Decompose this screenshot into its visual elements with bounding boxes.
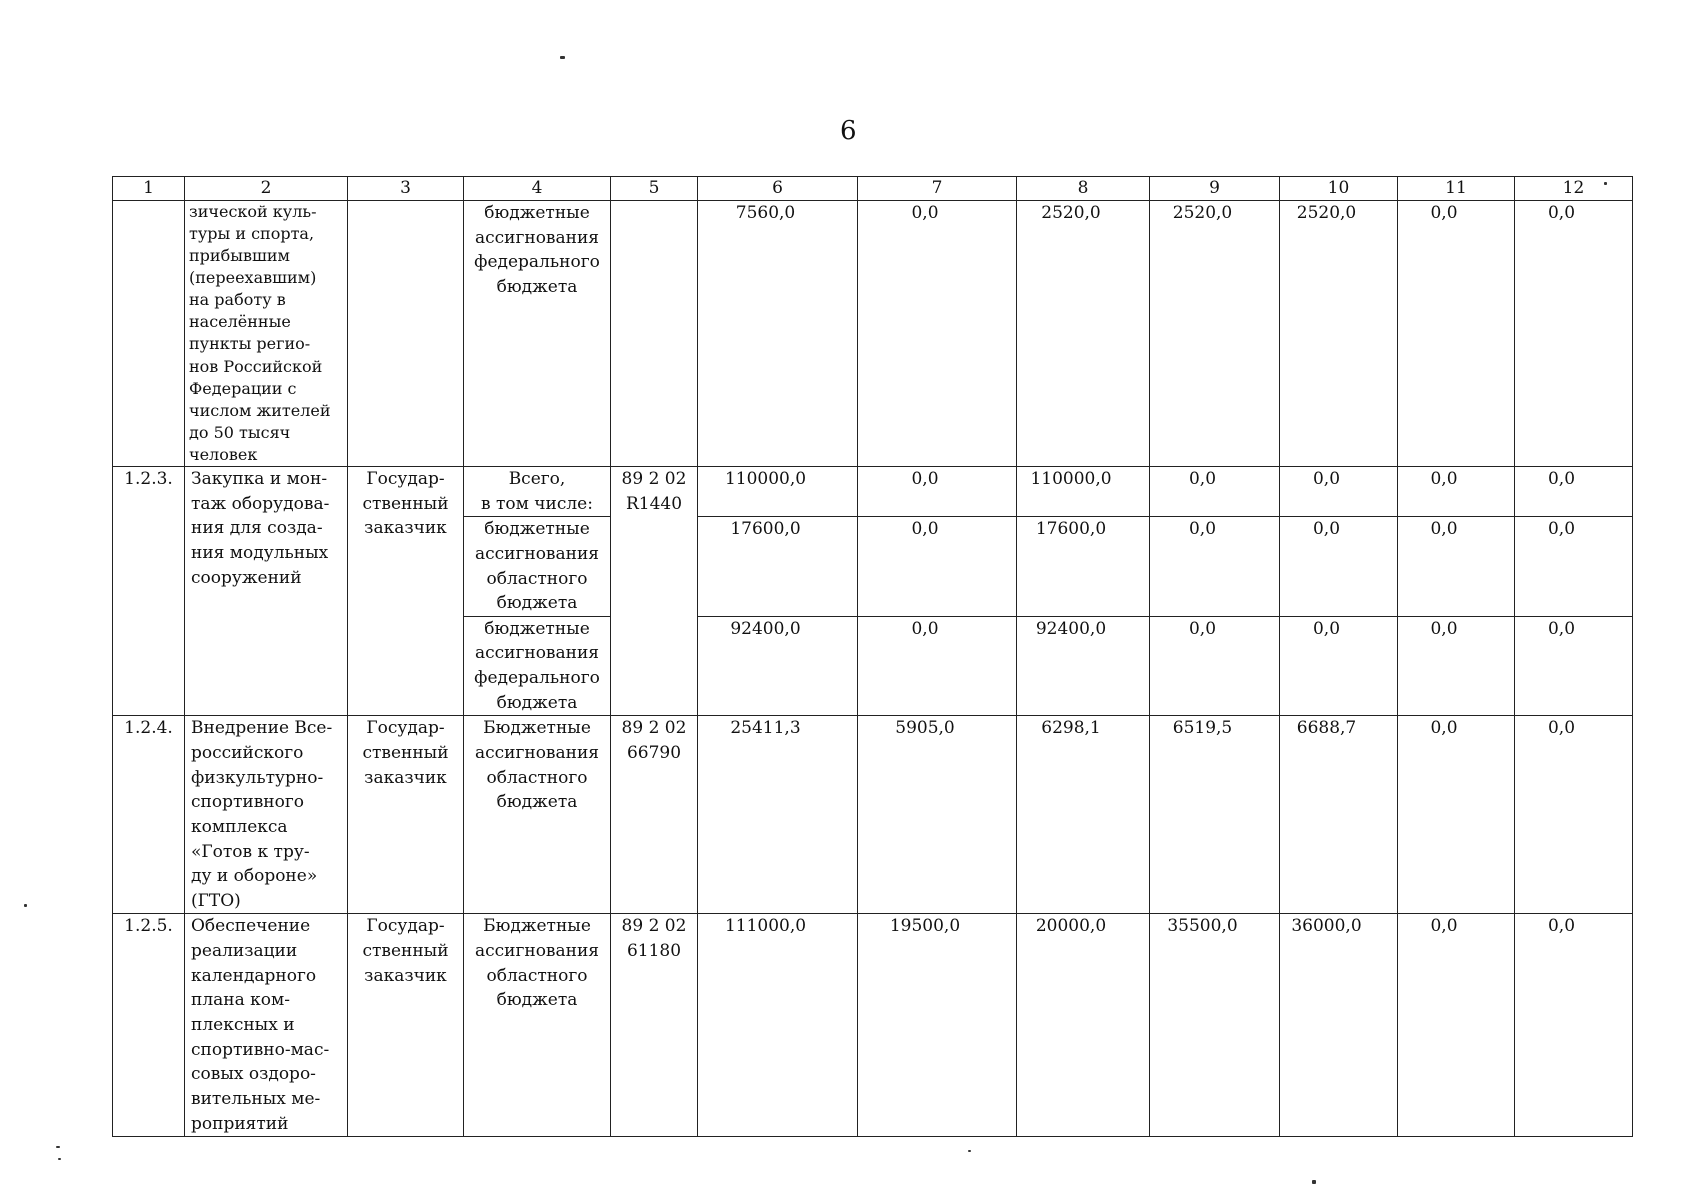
value-cell: 0,0: [858, 201, 1017, 467]
customer: [348, 201, 464, 467]
value-cell: 0,0: [1398, 716, 1515, 914]
funding-source: бюджетные ассигнования федерального бюджета: [464, 201, 611, 467]
value-cell: 0,0: [1150, 517, 1280, 617]
value-cell: 0,0: [1515, 201, 1633, 467]
value-cell: 2520,0: [1150, 201, 1280, 467]
value-cell: 6519,5: [1150, 716, 1280, 914]
table-row: [113, 201, 1633, 467]
item-number: 1.2.5.: [113, 914, 185, 1137]
column-number: 2: [185, 177, 348, 201]
item-name: Обеспечение реализации календарного плана ком- плексных и спортивно-мас- совых оздоро- вительных ме- роприятий: [185, 914, 348, 1137]
item-number: 1.2.4.: [113, 716, 185, 914]
scan-speck: [1312, 1180, 1316, 1184]
column-number: 7: [858, 177, 1017, 201]
budget-code: [611, 201, 698, 467]
customer: Государ- ственный заказчик: [348, 716, 464, 914]
scan-speck: [56, 1146, 60, 1148]
page-number: 6: [840, 116, 857, 146]
value-cell: 0,0: [1515, 914, 1633, 1137]
column-number: 3: [348, 177, 464, 201]
value-cell: 0,0: [858, 466, 1017, 516]
value-cell: 0,0: [1280, 466, 1398, 516]
budget-table: [112, 176, 1633, 1137]
customer: Государ- ственный заказчик: [348, 914, 464, 1137]
column-number: 10: [1280, 177, 1398, 201]
value-cell: 20000,0: [1017, 914, 1150, 1137]
value-cell: 17600,0: [1017, 517, 1150, 617]
value-cell: 0,0: [1515, 716, 1633, 914]
funding-source: бюджетные ассигнования федерального бюджета: [464, 616, 611, 716]
funding-source: Бюджетные ассигнования областного бюджета: [464, 914, 611, 1137]
scan-speck: [968, 1150, 971, 1152]
value-cell: 35500,0: [1150, 914, 1280, 1137]
budget-code: 89 2 02 R1440: [611, 466, 698, 715]
value-cell: 0,0: [1398, 466, 1515, 516]
budget-code: 89 2 02 66790: [611, 716, 698, 914]
scan-speck: [58, 1158, 61, 1160]
value-cell: 5905,0: [858, 716, 1017, 914]
value-cell: 7560,0: [698, 201, 858, 467]
value-cell: 0,0: [858, 616, 1017, 716]
item-name: Закупка и мон- таж оборудова- ния для созда- ния модульных сооружений: [185, 466, 348, 715]
value-cell: 0,0: [1150, 616, 1280, 716]
value-cell: 0,0: [1280, 616, 1398, 716]
value-cell: 0,0: [1398, 201, 1515, 467]
value-cell: 0,0: [1280, 517, 1398, 617]
value-cell: 110000,0: [698, 466, 858, 516]
column-number: 12: [1515, 177, 1633, 201]
customer: Государ- ственный заказчик: [348, 466, 464, 715]
column-number: 11: [1398, 177, 1515, 201]
value-cell: 0,0: [1150, 466, 1280, 516]
value-cell: 0,0: [1398, 914, 1515, 1137]
value-cell: 0,0: [1398, 616, 1515, 716]
item-number: [113, 201, 185, 467]
value-cell: 19500,0: [858, 914, 1017, 1137]
column-number-row: [113, 177, 1633, 201]
column-number: 9: [1150, 177, 1280, 201]
column-number: 4: [464, 177, 611, 201]
funding-source: Всего, в том числе:: [464, 466, 611, 516]
value-cell: 36000,0: [1280, 914, 1398, 1137]
value-cell: 2520,0: [1017, 201, 1150, 467]
column-number: 1: [113, 177, 185, 201]
scan-speck: [24, 904, 27, 907]
table-row: [113, 716, 1633, 914]
value-cell: 6298,1: [1017, 716, 1150, 914]
funding-source: Бюджетные ассигнования областного бюджета: [464, 716, 611, 914]
item-name: зической куль- туры и спорта, прибывшим (переехавшим) на работу в населённые пункты регио- нов Российской Федерации с числом жителей до 50 тысяч человек: [185, 201, 348, 467]
column-number: 6: [698, 177, 858, 201]
column-number: 5: [611, 177, 698, 201]
value-cell: 6688,7: [1280, 716, 1398, 914]
item-number: 1.2.3.: [113, 466, 185, 715]
value-cell: 0,0: [1515, 616, 1633, 716]
table-row: [113, 914, 1633, 1137]
value-cell: 0,0: [1515, 466, 1633, 516]
value-cell: 111000,0: [698, 914, 858, 1137]
table-row: [113, 466, 1633, 516]
value-cell: 0,0: [1398, 517, 1515, 617]
column-number: 8: [1017, 177, 1150, 201]
value-cell: 0,0: [1515, 517, 1633, 617]
value-cell: 17600,0: [698, 517, 858, 617]
budget-code: 89 2 02 61180: [611, 914, 698, 1137]
value-cell: 92400,0: [1017, 616, 1150, 716]
funding-source: бюджетные ассигнования областного бюджета: [464, 517, 611, 617]
value-cell: 0,0: [858, 517, 1017, 617]
value-cell: 110000,0: [1017, 466, 1150, 516]
item-name: Внедрение Все- российского физкультурно- спортивного комплекса «Готов к тру- ду и обороне» (ГТО): [185, 716, 348, 914]
value-cell: 92400,0: [698, 616, 858, 716]
value-cell: 2520,0: [1280, 201, 1398, 467]
value-cell: 25411,3: [698, 716, 858, 914]
scan-speck: [560, 56, 565, 59]
